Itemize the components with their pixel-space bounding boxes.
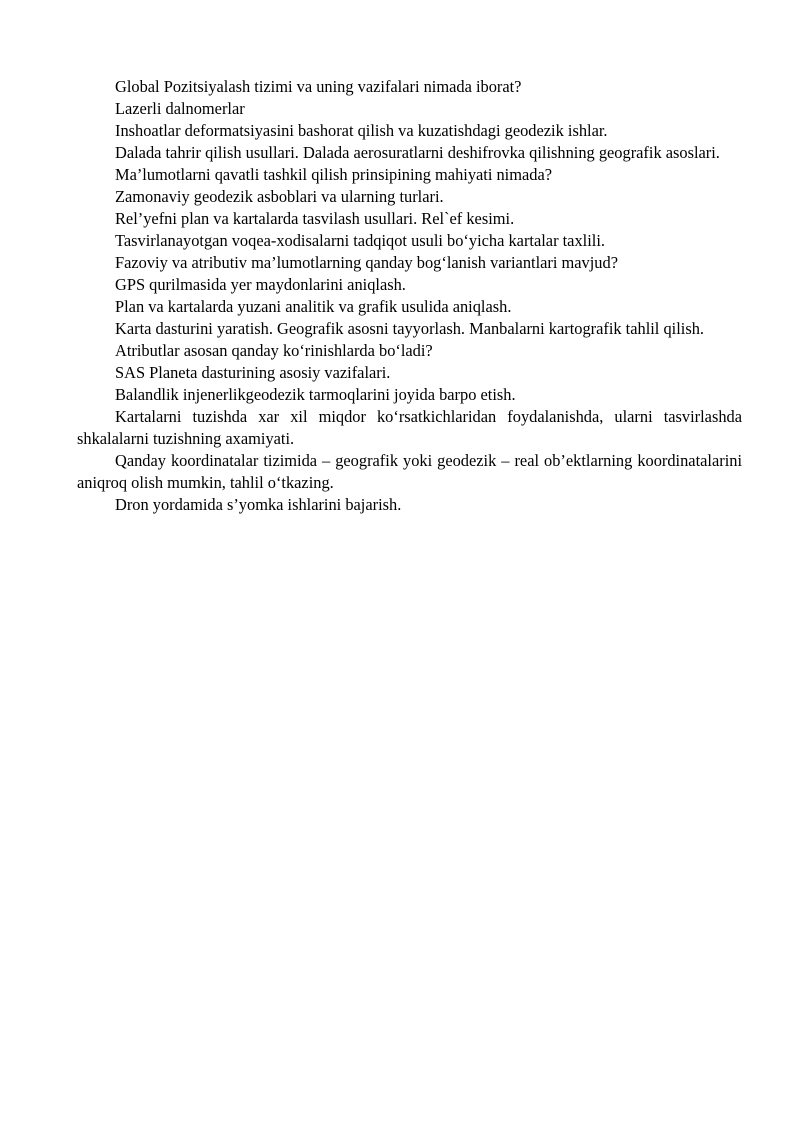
paragraph: Rel’yefni plan va kartalarda tasvilash usullari. Rel`ef kesimi. <box>115 209 515 228</box>
paragraph: GPS qurilmasida yer maydonlarini aniqlash. <box>115 275 406 294</box>
paragraph: Dron yordamida s’yomka ishlarini bajarish. <box>115 495 402 514</box>
paragraph: Inshoatlar deformatsiyasini bashorat qilish va kuzatishdagi geodezik ishlar. <box>115 121 608 140</box>
paragraph: Balandlik injenerlikgeodezik tarmoqlarini joyida barpo etish. <box>115 385 516 404</box>
paragraph: Kartalarni tuzishda xar xil miqdor ko‘rsatkichlaridan foydalanishda, ularni tasvirlashda shkalalarni tuzishning axamiyati. <box>77 407 742 448</box>
paragraph: Global Pozitsiyalash tizimi va uning vazifalari nimada iborat? <box>115 77 522 96</box>
paragraph: Fazoviy va atributiv ma’lumotlarning qanday bog‘lanish variantlari mavjud? <box>115 253 618 272</box>
paragraph: Dalada tahrir qilish usullari. Dalada aerosuratlarni deshifrovka qilishning geografik asoslari. <box>115 143 720 162</box>
paragraph: Tasvirlanayotgan voqea-xodisalarni tadqiqot usuli bo‘yicha kartalar taxlili. <box>115 231 605 250</box>
paragraph: Lazerli dalnomerlar <box>115 99 245 118</box>
document-page <box>77 76 742 516</box>
paragraph: Ma’lumotlarni qavatli tashkil qilish prinsipining mahiyati nimada? <box>115 165 553 184</box>
paragraph: Zamonaviy geodezik asboblari va ularning turlari. <box>115 187 444 206</box>
paragraph: SAS Planeta dasturining asosiy vazifalari. <box>115 363 391 382</box>
paragraph: Karta dasturini yaratish. Geografik asosni tayyorlash. Manbalarni kartografik tahlil qilish. <box>115 319 704 338</box>
paragraph: Qanday koordinatalar tizimida – geografik yoki geodezik – real ob’ektlarning koordinatalarini aniqroq olish mumkin, tahlil o‘tkazing. <box>77 451 742 492</box>
paragraph: Atributlar asosan qanday ko‘rinishlarda bo‘ladi? <box>115 341 433 360</box>
paragraph: Plan va kartalarda yuzani analitik va grafik usulida aniqlash. <box>115 297 512 316</box>
